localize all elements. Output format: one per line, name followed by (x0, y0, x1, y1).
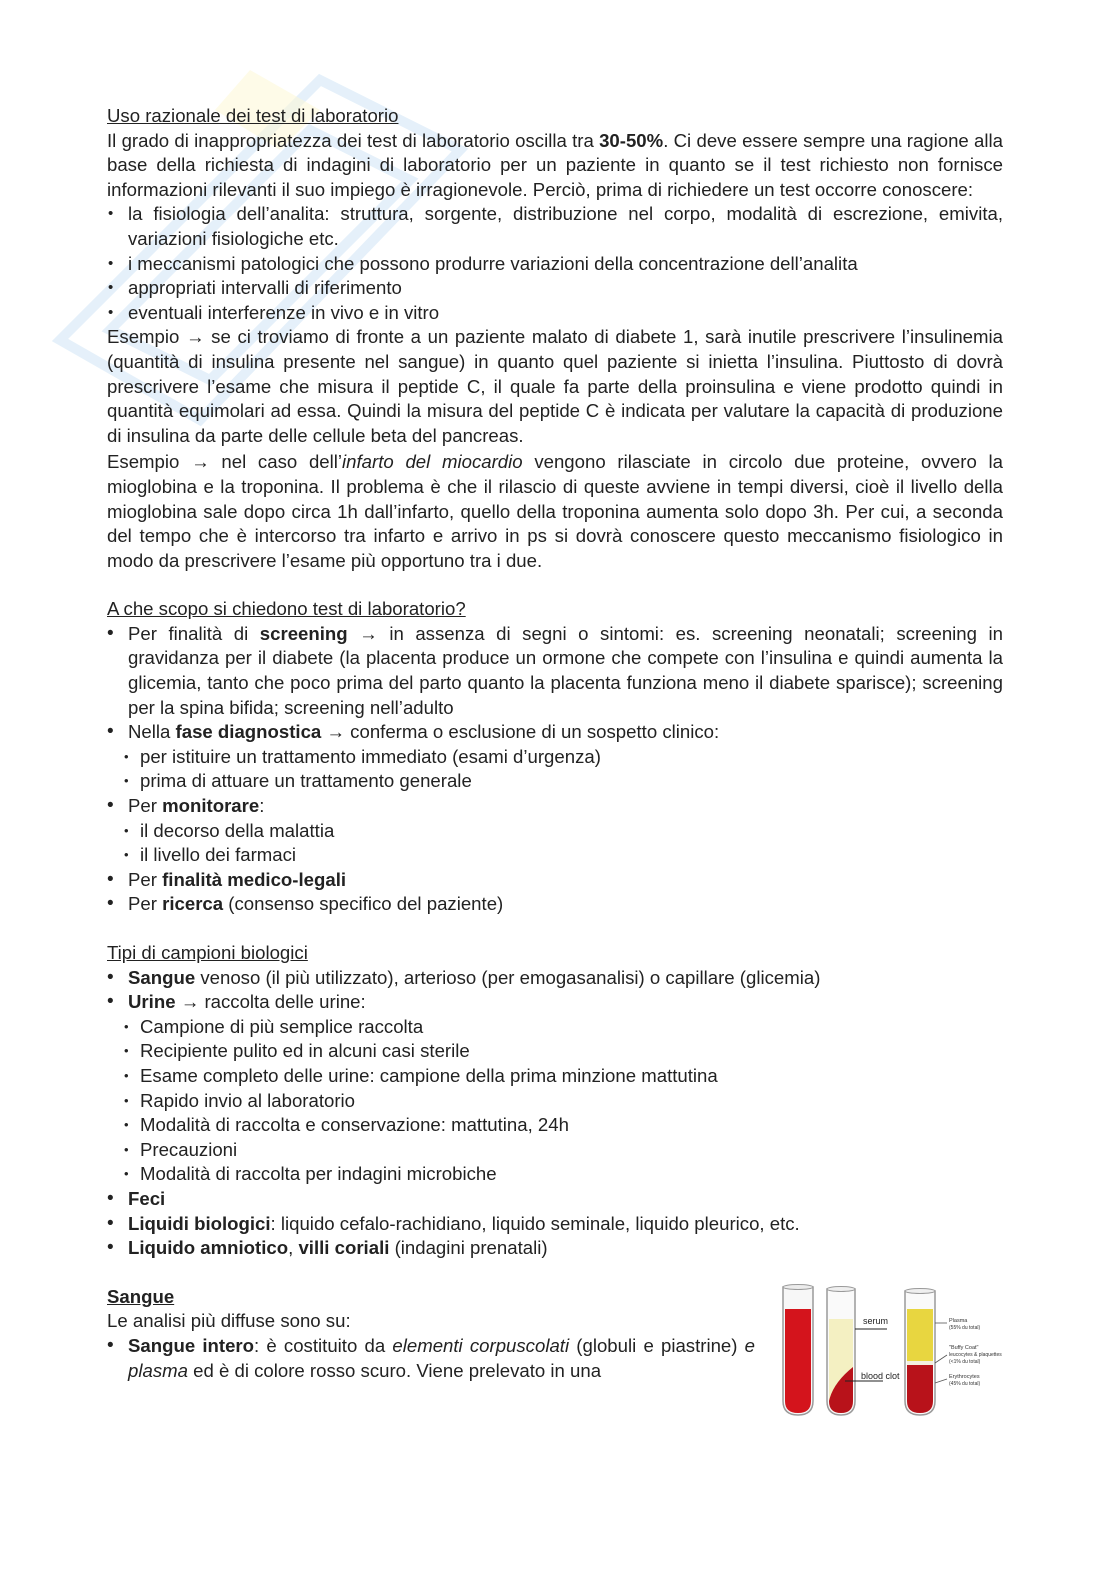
sub-list-item: • per istituire un trattamento immediato (esami d’urgenza) (107, 745, 1003, 770)
sangue-section (107, 1285, 1003, 1387)
document-page (107, 104, 1004, 1387)
sub-list-item: • Campione di più semplice raccolta (107, 1015, 1003, 1040)
tipi-list (107, 966, 1003, 1261)
list-item: • Per finalità di screening → in assenza di segni o sintomi: es. screening neonatali; screening in gravidanza per il diabete (la placenta produce un ormone che compete con l’insulina e quindi aumenta la glicemia, tanto che poco prima del parto quanto la placenta funziona meno il diabete sparisce); screening per la spina bifida; screening nell’adulto (107, 622, 1003, 720)
sub-list-item: • il decorso della malattia (107, 819, 1003, 844)
sub-list-item: • Esame completo delle urine: campione della prima minzione mattutina (107, 1064, 1003, 1089)
label-buffy-sub: leucocytes & plaquettes (949, 1351, 1002, 1358)
list-item: • Sangue intero: è costituito da elementi corpuscolati (globuli e piastrine) e plasma ed è di colore rosso scuro. Viene prelevato in una (107, 1334, 755, 1383)
list-item: • Liquido amniotico, villi coriali (indagini prenatali) (107, 1236, 1003, 1261)
sub-list-item: • Modalità di raccolta per indagini microbiche (107, 1162, 1003, 1187)
example-diabete-paragraph: Esempio → se ci troviamo di fronte a un paziente malato di diabete 1, sarà inutile prescrivere l’insulinemia (quantità di insulina presente nel sangue) in quanto quel paziente si inietta l’insulina. Piuttosto di dovrà prescrivere l’esame che misura il peptide C, il quale fa parte della proinsulina e viene prodotto quindi in quantità equimolari ad essa. Quindi la misura del peptide C è indicata per valutare la capacità di produzione di insulina da parte delle cellule beta del pancreas. (107, 326, 1003, 446)
sub-list-item: • Recipiente pulito ed in alcuni casi sterile (107, 1039, 1003, 1064)
label-plasma-pct: (55% du total) (949, 1324, 981, 1331)
section-title-tipi: Tipi di campioni biologici (107, 942, 308, 963)
tube-plasma (905, 1288, 1002, 1415)
list-item: • i meccanismi patologici che possono produrre variazioni della concentrazione dell’analita (107, 252, 1003, 277)
sub-list-item: • Rapido invio al laboratorio (107, 1089, 1003, 1114)
label-blood-clot: blood clot (861, 1370, 900, 1381)
label-erythrocytes-pct: (45% du total) (949, 1380, 981, 1387)
list-item: • Liquidi biologici: liquido cefalo-rachidiano, liquido seminale, liquido pleurico, etc. (107, 1212, 1003, 1237)
label-serum: serum (863, 1315, 889, 1326)
section-title-scopo: A che scopo si chiedono test di laboratorio? (107, 598, 466, 620)
sub-list-item: • Precauzioni (107, 1138, 1003, 1163)
sub-list-item: • il livello dei farmaci (107, 843, 1003, 868)
uso-intro-paragraph: Il grado di inappropriatezza dei test di laboratorio oscilla tra 30-50%. Ci deve essere sempre una ragione alla base della richiesta di indagini di laboratorio per un paziente in quanto se il test richiesto non fornisce informazioni rilevanti il suo impiego è irragionevole. Perciò, prima di richiedere un test occorre conoscere: (107, 129, 1004, 200)
example-infarto-paragraph: Esempio → nel caso dell’infarto del miocardio vengono rilasciate in circolo due proteine, ovvero la mioglobina e la troponina. Il problema è che il rilascio di queste avviene in tempi diversi, cioè il livello della mioglobina sale dopo circa 1h dall’infarto, quello della troponina aumenta solo dopo 3h. Per cui, a seconda del tempo che è intercorso tra infarto e arrivo in ps si dovrà conoscere questo meccanismo fisiologico in modo da prescrivere l’esame più opportuno tra i due. (107, 451, 1004, 571)
sub-list-item: • prima di attuare un trattamento generale (107, 769, 1003, 794)
tube-whole-blood (783, 1284, 813, 1415)
list-item: • Nella fase diagnostica → conferma o esclusione di un sospetto clinico: (107, 720, 1003, 745)
section-title-uso: Uso razionale dei test di laboratorio (107, 105, 399, 126)
sangue-intro: Le analisi più diffuse sono su: (107, 1310, 351, 1332)
list-item: • la fisiologia dell’analita: struttura, sorgente, distribuzione nel corpo, modalità di escrezione, emivita, variazioni fisiologiche etc. (107, 202, 1003, 251)
sub-list-item: • Modalità di raccolta e conservazione: mattutina, 24h (107, 1113, 1003, 1138)
list-item: • Feci (107, 1187, 1003, 1212)
tube-serum (827, 1286, 900, 1415)
list-item: • Per monitorare: (107, 794, 1003, 819)
list-item: • eventuali interferenze in vivo e in vitro (107, 301, 1003, 326)
sangue-list (107, 1334, 755, 1383)
list-item: • Per ricerca (consenso specifico del paziente) (107, 892, 1003, 917)
section-title-sangue: Sangue (107, 1285, 175, 1307)
list-item: • appropriati intervalli di riferimento (107, 276, 1003, 301)
list-item: • Sangue venoso (il più utilizzato), arterioso (per emogasanalisi) o capillare (glicemia) (107, 966, 1003, 991)
label-buffy-pct: (<1% du total) (949, 1358, 981, 1365)
list-item: • Urine → raccolta delle urine: (107, 990, 1003, 1015)
scopo-list (107, 622, 1003, 917)
label-buffy-coat: "Buffy Coat" (949, 1344, 979, 1351)
label-plasma: Plasma (949, 1317, 968, 1324)
blood-tubes-figure (775, 1283, 1007, 1419)
list-item: • Per finalità medico-legali (107, 868, 1003, 893)
label-erythrocytes: Erythrocytes (949, 1373, 980, 1380)
uso-bullet-list (107, 202, 1003, 325)
